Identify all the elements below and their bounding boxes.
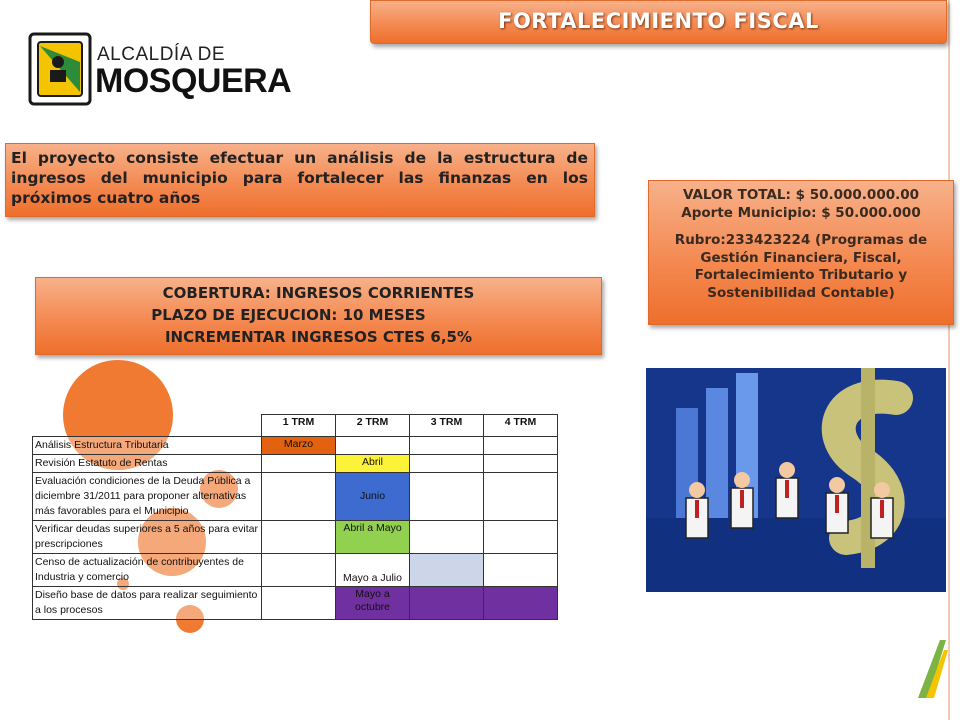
table-header-row	[33, 415, 558, 437]
logo-line1: ALCALDÍA DE	[97, 44, 225, 65]
schedule-cell: Junio	[336, 473, 410, 521]
schedule-cell-filled	[410, 587, 484, 620]
schedule-cell: Abril	[336, 455, 410, 473]
table-header-q1: 1 TRM	[262, 415, 336, 437]
page-title: FORTALECIMIENTO FISCAL	[498, 9, 819, 33]
coverage-box	[35, 277, 602, 355]
activity-cell: Revisión Estatuto de Rentas	[33, 455, 262, 473]
empty-cell	[484, 473, 558, 521]
budget-line: Rubro:233423224 (Programas de Gestión Financiera, Fiscal, Fortalecimiento Tributario y Sostenibilidad Contable)	[674, 232, 928, 301]
table-row	[33, 473, 558, 521]
table-row	[33, 455, 558, 473]
project-description-box	[5, 143, 595, 217]
empty-cell	[336, 437, 410, 455]
schedule-cell: Abril a Mayo	[336, 521, 410, 554]
table-row	[33, 554, 558, 587]
title-bar	[370, 0, 947, 44]
money-growth-illustration	[646, 368, 946, 592]
budget-box	[648, 180, 954, 325]
empty-cell	[484, 437, 558, 455]
activity-cell: Censo de actualización de contribuyentes de Industria y comercio	[33, 554, 262, 587]
table-header-q2: 2 TRM	[336, 415, 410, 437]
coverage-line: COBERTURA: INGRESOS CORRIENTES	[162, 284, 475, 302]
municipality-seal-icon	[28, 32, 92, 106]
empty-cell	[410, 437, 484, 455]
logo-line2: MOSQUERA	[95, 62, 292, 100]
schedule-cell: Marzo	[262, 437, 336, 455]
table-row	[33, 587, 558, 620]
activity-cell: Evaluación condiciones de la Deuda Pública a diciembre 31/2011 para proponer alternativas más favorables para el Municipio	[33, 473, 262, 521]
table-row	[33, 521, 558, 554]
table-row	[33, 437, 558, 455]
empty-cell	[484, 554, 558, 587]
table-header-q3: 3 TRM	[410, 415, 484, 437]
dollar-sign-icon	[646, 368, 946, 592]
empty-cell	[262, 554, 336, 587]
empty-cell	[262, 587, 336, 620]
empty-cell	[262, 455, 336, 473]
term-line: PLAZO DE EJECUCION: 10 MESES	[151, 306, 426, 324]
goal-line: INCREMENTAR INGRESOS CTES 6,5%	[164, 328, 473, 346]
schedule-cell: Mayo a Julio	[336, 554, 410, 587]
activity-cell: Análisis Estructura Tributaria	[33, 437, 262, 455]
right-border-line	[948, 0, 950, 720]
schedule-cell: Mayo a octubre	[336, 587, 410, 620]
activity-cell: Verificar deudas superiores a 5 años para evitar prescripciones	[33, 521, 262, 554]
alcaldia-logo	[22, 30, 292, 106]
schedule-table	[32, 414, 558, 620]
empty-cell	[410, 455, 484, 473]
municipal-contribution: Aporte Municipio: $ 50.000.000	[681, 204, 921, 221]
table-header-blank	[33, 415, 262, 437]
activity-cell: Diseño base de datos para realizar seguimiento a los procesos	[33, 587, 262, 620]
empty-cell	[410, 473, 484, 521]
total-value: VALOR TOTAL: $ 50.000.000.00	[682, 187, 920, 203]
empty-cell	[262, 521, 336, 554]
empty-cell	[262, 473, 336, 521]
schedule-cell-filled	[484, 587, 558, 620]
empty-cell	[484, 521, 558, 554]
gobierno-logo-icon	[748, 636, 948, 706]
gobierno-siempre-en-marcha-logo	[748, 636, 948, 706]
table-header-q4: 4 TRM	[484, 415, 558, 437]
schedule-cell-filled	[410, 554, 484, 587]
empty-cell	[410, 521, 484, 554]
empty-cell	[484, 455, 558, 473]
project-description: El proyecto consiste efectuar un análisis de la estructura de ingresos del municipio para fortalecer las finanzas en los próximos cuatro años	[11, 149, 588, 207]
